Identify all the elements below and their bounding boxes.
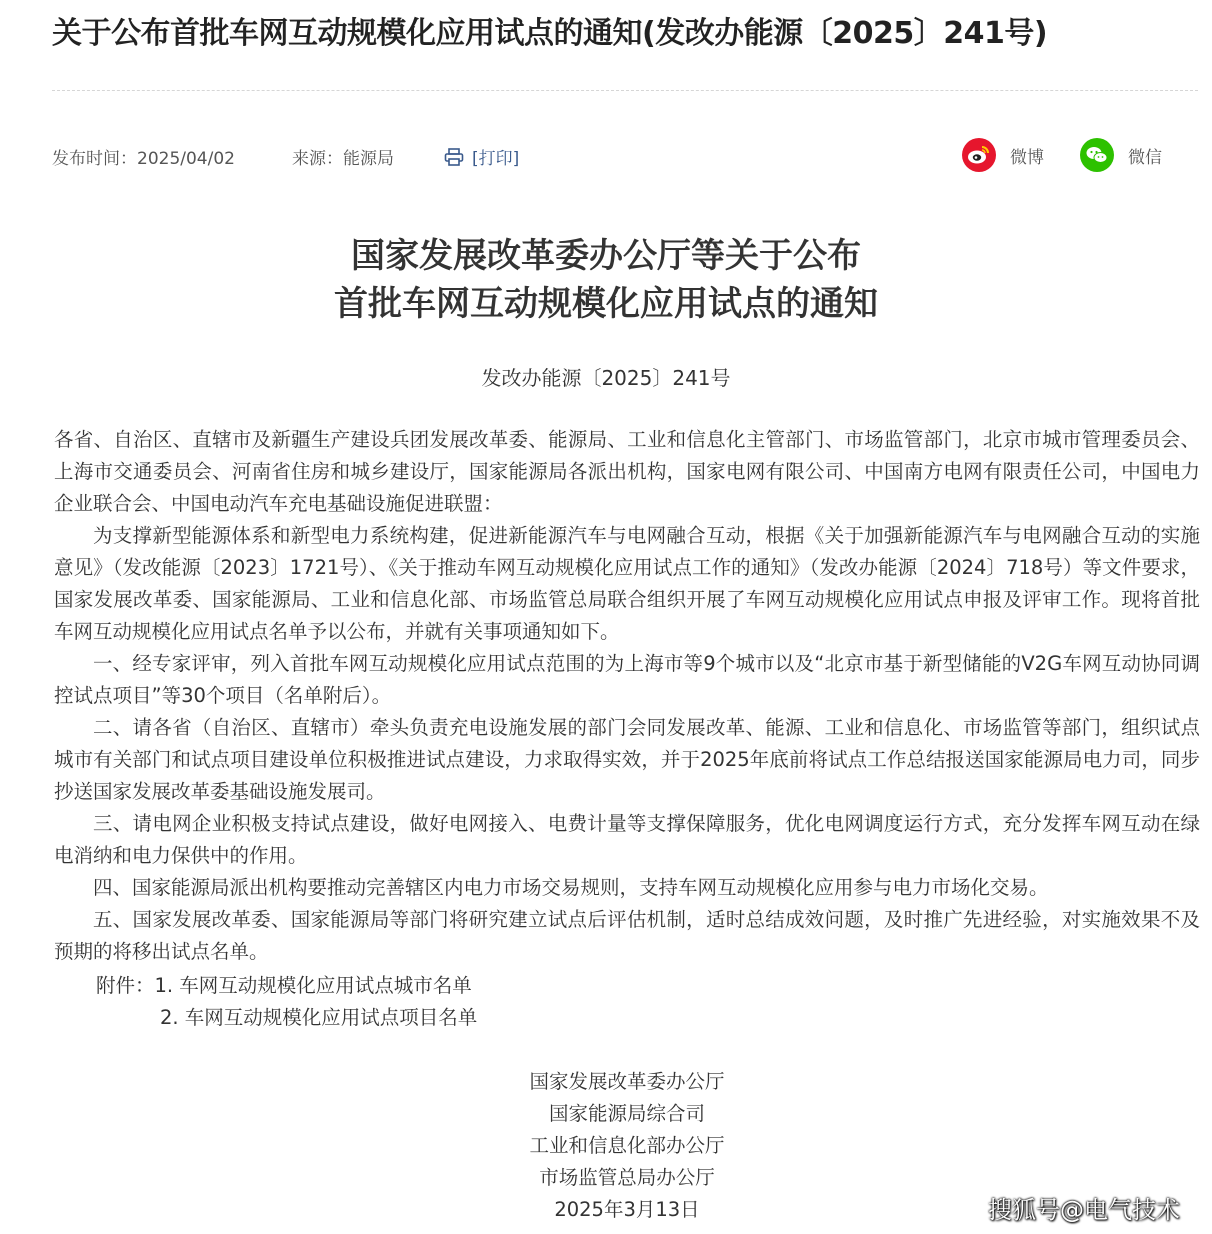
meta-row [52,138,1198,174]
source: 来源：能源局 [292,149,394,169]
paragraph: 四、国家能源局派出机构要推动完善辖区内电力市场交易规则，支持车网互动规模化应用参与电力市场化交易。 [93,876,1049,899]
attachment-1: 附件：1. 车网互动规模化应用试点城市名单 [96,974,472,997]
publish-time: 发布时间：2025/04/02 [52,149,235,169]
paragraph: 为支撑新型能源体系和新型电力系统构建，促进新能源汽车与电网融合互动，根据《关于加强新能源汽车与电网融合互动的实施意见》（发改能源〔2023〕1721号）、《关于推动车网互动规模化应用试点工作的通知》（发改办能源〔2024〕718号）等文件要求，国家发展改革委、国家能源局、工业和信息化部、市场监管总局联合组织开展了车网互动规模化应用试点申报及评审工作。现将首批车网互动规模化应用试点名单予以公布，并就有关事项通知如下。 [54,524,1200,643]
wechat-icon [1080,138,1114,172]
page-title: 关于公布首批车网互动规模化应用试点的通知(发改办能源〔2025〕241号) [52,16,1048,51]
paragraph: 一、经专家评审，列入首批车网互动规模化应用试点范围的为上海市等9个城市以及“北京市基于新型储能的V2G车网互动协同调控试点项目”等30个项目（名单附后）。 [54,652,1200,707]
document-body [54,424,1200,968]
share-wechat-label: 微信 [1128,147,1162,168]
paragraph: 五、国家发展改革委、国家能源局等部门将研究建立试点后评估机制，适时总结成效问题，及时推广先进经验，对实施效果不及预期的将移出试点名单。 [54,908,1200,963]
printer-icon [444,148,464,166]
document-heading-line1: 国家发展改革委办公厅等关于公布 [351,236,861,276]
title-divider [52,90,1198,91]
share-weibo-button[interactable] [962,138,1044,172]
addressee: 各省、自治区、直辖市及新疆生产建设兵团发展改革委、能源局、工业和信息化主管部门、市场监管部门，北京市城市管理委员会、上海市交通委员会、河南省住房和城乡建设厅，国家能源局各派出机构，国家电网有限公司、中国南方电网有限责任公司，中国电力企业联合会、中国电动汽车充电基础设施促进联盟： [54,428,1200,515]
signatory: 工业和信息化部办公厅 [529,1134,725,1157]
signatory: 国家发展改革委办公厅 [529,1070,725,1093]
document-number: 发改办能源〔2025〕241号 [481,366,731,390]
document-heading-line2: 首批车网互动规模化应用试点的通知 [334,284,878,324]
share-wechat-button[interactable] [1080,138,1162,172]
paragraph: 三、请电网企业积极支持试点建设，做好电网接入、电费计量等支撑保障服务，优化电网调度运行方式，充分发挥车网互动在绿电消纳和电力保供中的作用。 [54,812,1200,867]
paragraph: 二、请各省（自治区、直辖市）牵头负责充电设施发展的部门会同发展改革、能源、工业和信息化、市场监管等部门，组织试点城市有关部门和试点项目建设单位积极推进试点建设，力求取得实效，并于2025年底前将试点工作总结报送国家能源局电力司，同步抄送国家发展改革委基础设施发展司。 [54,716,1200,803]
watermark: 搜狐号@电气技术 [988,1196,1180,1224]
signatory: 市场监管总局办公厅 [539,1166,715,1189]
print-button[interactable] [444,144,519,169]
signatory: 国家能源局综合司 [548,1102,705,1125]
share-weibo-label: 微博 [1010,147,1044,168]
weibo-icon [962,138,996,172]
print-label: [打印] [472,149,520,169]
attachment-2: 2. 车网互动规模化应用试点项目名单 [160,1006,478,1029]
document-date: 2025年3月13日 [554,1198,700,1221]
